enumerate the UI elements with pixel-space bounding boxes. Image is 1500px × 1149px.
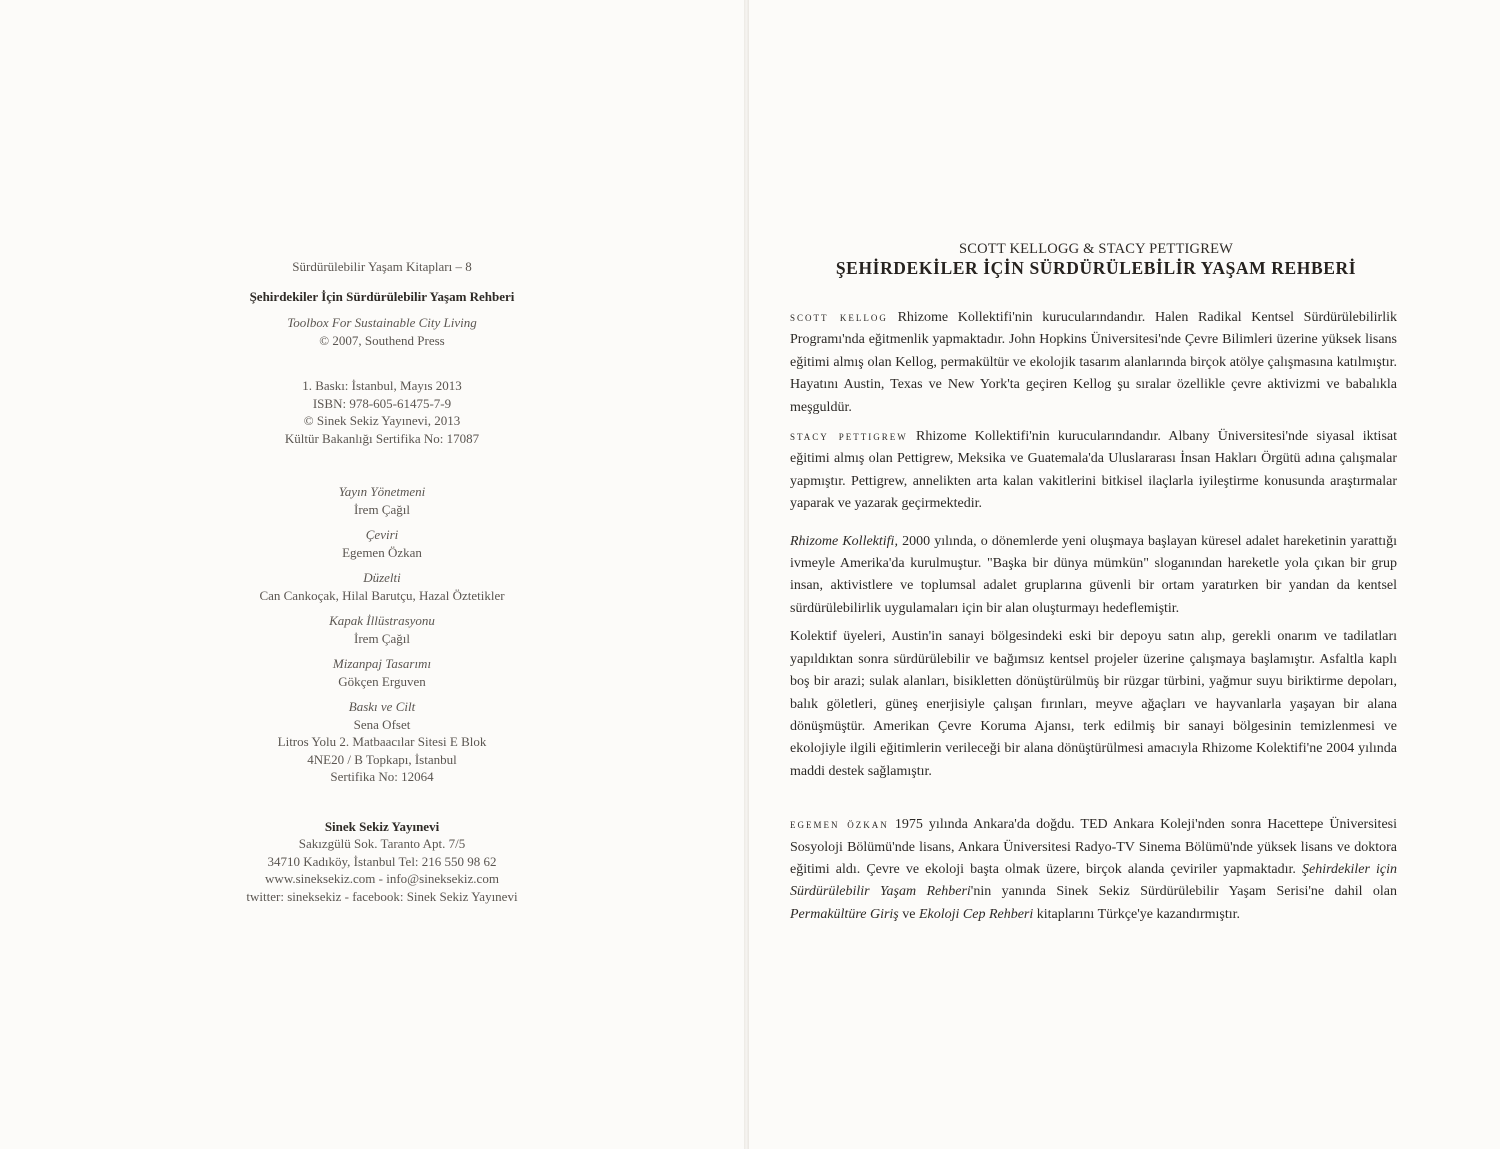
printer-certificate: Sertifika No: 12064 [330, 769, 434, 784]
book-title: ŞEHİRDEKİLER İÇİN SÜRDÜRÜLEBİLİR YAŞAM REHBERİ [835, 258, 1357, 278]
about-kolektif: Kolektif üyeleri, Austin'in sanayi bölgesindeki eski bir depoyu satın alıp, gerekli onarım ve tadilatları yapıldıktan sonra sürdürülebilir ve bağımsız kentsel projeler üzerine çalışmaya başlamıştır. Asfaltla kaplı boş bir arazi; sulak alanları, bisikletten dönüştürülmüş bir rüzgar türbini, yağmur suyu biriktirme depoları, balık göletleri, güneş enerjisiyle çalışan fırınları, meyve ağaçları ve hayvanlarla yaşayan bir alana dönüşmüştür. Amerikan Çevre Koruma Ajansı, terk edilmiş bir sanayi bölgesinin temizlenmesi ve ekolojiyle ilgili eğitimlerin verileceği bir alana dönüştürülmesi amacıyla Rhizome Kolektifi'ne 2004 yılında maddi destek sağlamıştır. [790, 629, 1397, 779]
rhizome-name: Rhizome Kollektifi, [790, 533, 898, 549]
publisher-web: www.sineksekiz.com - info@sineksekiz.com [265, 871, 499, 886]
printer-name: Sena Ofset [353, 716, 411, 732]
credit-translation [232, 526, 532, 561]
bio-kellogg [790, 306, 1397, 419]
bio-text: Rhizome Kollektifi'nin kurucularındandır. Albany Üniversitesi'nde siyasal iktisat eğitimi almış olan Pettigrew, Meksika ve Guatemala'da Uluslararası İnsan Hakları Örgütü adına çalışmalar yapmıştır. Pettigrew, annelikten arta kalan vakitlerini bitkisel ilaçlarla iyileştirme konusunda araştırmalar yaparak ve yazarak geçirmektedir. [790, 429, 1397, 512]
isbn-line: ISBN: 978-605-61475-7-9 [312, 395, 452, 411]
publisher-address-2: 34710 Kadıköy, İstanbul Tel: 216 550 98 62 [267, 853, 497, 869]
credit-person: Can Cankoçak, Hilal Barutçu, Hazal Öztetikler [259, 587, 505, 603]
credit-role: Çeviri [365, 527, 399, 542]
book-ref: Ekoloji Cep Rehberi [918, 906, 1034, 922]
credit-proofreading [232, 569, 532, 604]
credit-person: İrem Çağıl [354, 630, 410, 646]
colophon [232, 258, 532, 905]
credit-role: Yayın Yönetmeni [338, 484, 426, 499]
credit-person: Egemen Özkan [342, 544, 422, 560]
about-rhizome [790, 531, 1397, 621]
credit-role: Baskı ve Cilt [348, 699, 416, 714]
bio-text: Rhizome Kollektifi'nin kurucularındandır. Halen Radikal Kentsel Sürdürülebilirlik Programı'nda eğitmenlik yapmaktadır. John Hopkins Üniversitesi'nde Çevre Bilimleri üzerine yüksek lisans eğitimi almış olan Kellog, permakültür ve ekolojik tasarım alanlarında birçok atölye çalışmasına katılmıştır. Hayatını Austin, Texas ve New York'ta geçiren Kellog şu sıralar özellikle çevre aktivizmi ve babalıkla meşguldür. [790, 310, 1397, 415]
credits-list [232, 483, 532, 786]
bio-text: 1975 yılında Ankara'da doğdu. TED Ankara Koleji'nden sonra Hacettepe Üniversitesi Sosyoloji Bölümü'nde lisans, Ankara Üniversitesi Radyo-TV Sinema Bölümü'nde yüksek lisans ve doktora eğitimi aldı. Çevre ve ekoloji başta olmak üzere, birçok alanda çeviriler yapmaktadır. [790, 817, 1397, 877]
book-ref: Permakültüre Giriş [790, 906, 899, 922]
copyright-line: © Sinek Sekiz Yayınevi, 2013 [303, 413, 461, 428]
bio-text: 'nin yanında Sinek Sekiz Sürdürülebilir Yaşam Serisi'ne dahil olan [970, 884, 1397, 900]
publisher-name: Sinek Sekiz Yayınevi [324, 818, 440, 834]
original-title: Toolbox For Sustainable City Living [287, 315, 477, 330]
credit-person: İrem Çağıl [354, 501, 410, 517]
printer-address-2: 4NE20 / B Topkapı, İstanbul [307, 751, 457, 767]
bio-ozkan [790, 813, 1397, 926]
credit-role: Mizanpaj Tasarımı [332, 656, 432, 671]
credit-role: Düzelti [363, 570, 401, 585]
authors-line: SCOTT KELLOGG & STACY PETTIGREW [958, 241, 1234, 257]
bio-text: kitaplarını Türkçe'ye kazandırmıştır. [1033, 906, 1241, 922]
credit-person: Gökçen Erguven [338, 673, 426, 689]
bio-name: egemen özkan [790, 816, 889, 832]
bio-text: ve [898, 906, 919, 922]
rhizome-text: 2000 yılında, o dönemlerde yeni oluşmaya başlayan küresel adalet hareketinin yarattığı ivmeyle Amerika'da kurulmuştur. "Başka bir dünya mümkün" sloganından hareketle yola çıkan bir grup insan, aktivistlere ve toplumsal adalet gruplarına güvenli bir ortam yaratırken bir yandan da kentsel sürdürülebilirlik uygulamaları için bir alan oluşturmayı hedeflemiştir. [790, 533, 1397, 616]
series-line: Sürdürülebilir Yaşam Kitapları – 8 [292, 259, 472, 274]
bio-pettigrew [790, 425, 1397, 516]
publisher-social: twitter: sineksekiz - facebook: Sinek Sekiz Yayınevi [246, 888, 518, 904]
credit-editor [232, 483, 532, 518]
right-page-heading [790, 241, 1402, 279]
credit-layout [232, 655, 532, 690]
printer-address: Litros Yolu 2. Matbaacılar Sitesi E Blok [277, 734, 487, 749]
credit-role: Kapak İllüstrasyonu [329, 613, 435, 628]
credit-printing [232, 698, 532, 786]
edition-line: 1. Baskı: İstanbul, Mayıs 2013 [302, 378, 462, 393]
credit-cover [232, 612, 532, 647]
original-copyright: © 2007, Southend Press [319, 332, 445, 348]
author-bios [790, 306, 1397, 926]
book-ref: Şehirdekiler için Sürdürülebilir Yaşam Rehberi [790, 861, 1397, 900]
bio-name: stacy pettigrew [790, 428, 908, 444]
certificate-line: Kültür Bakanlığı Sertifika No: 17087 [284, 430, 480, 446]
book-gutter [744, 0, 749, 1149]
publisher-block [232, 818, 532, 906]
turkish-title: Şehirdekiler İçin Sürdürülebilir Yaşam Rehberi [249, 288, 515, 304]
edition-info [232, 377, 532, 447]
bio-name: scott kellog [790, 309, 888, 324]
publisher-address: Sakızgülü Sok. Taranto Apt. 7/5 [298, 836, 466, 851]
